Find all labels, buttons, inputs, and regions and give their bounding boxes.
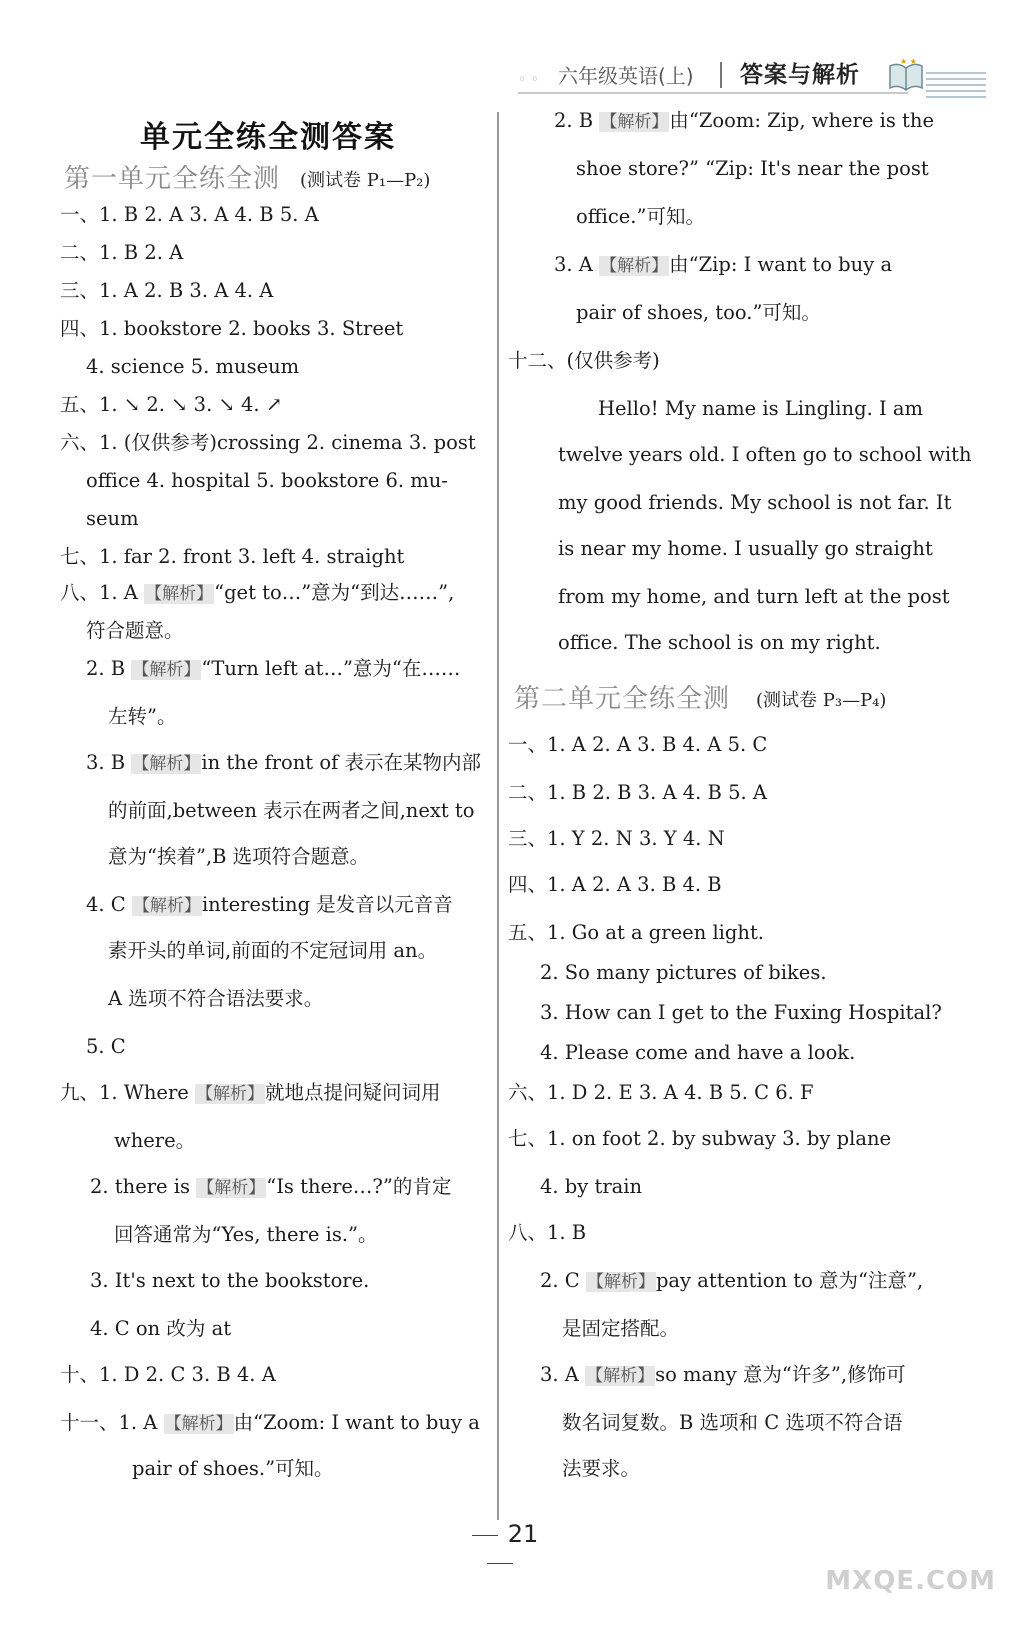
answer-line: 一、1. A 2. A 3. B 4. A 5. C: [508, 733, 768, 756]
watermark-text: MXQE.COM: [825, 1566, 996, 1596]
analysis-tag: 【解析】: [600, 112, 669, 132]
analysis-tag: 【解析】: [132, 660, 201, 680]
book-icon: [886, 56, 926, 92]
explanation-line: where。: [114, 1129, 196, 1152]
explanation-line: 3. A 【解析】由“Zip: I want to buy a: [554, 253, 893, 276]
analysis-tag: 【解析】: [197, 1178, 266, 1198]
answer-line: 4. science 5. museum: [86, 355, 300, 378]
unit2-note: (测试卷 P₃—P₄): [756, 690, 887, 711]
page-header: [518, 54, 978, 102]
explanation-line: 八、1. A 【解析】“get to…”意为“到达……”,: [60, 581, 455, 604]
answer-line: 七、1. far 2. front 3. left 4. straight: [60, 545, 405, 568]
analysis-tag: 【解析】: [132, 896, 201, 916]
unit2-title: 第二单元全练全测: [514, 684, 731, 714]
explanation-line: 3. It's next to the bookstore.: [90, 1269, 370, 1292]
answer-line: 八、1. B: [508, 1221, 587, 1244]
q12-heading: 十二、(仅供参考): [508, 349, 660, 372]
essay-line: from my home, and turn left at the post: [558, 585, 950, 608]
explanation-line: 素开头的单词,前面的不定冠词用 an。: [108, 939, 438, 962]
answer-line: 一、1. B 2. A 3. A 4. B 5. A: [60, 203, 319, 226]
svg-text:★ ★: ★ ★: [900, 57, 917, 66]
answer-line: 4. Please come and have a look.: [540, 1041, 856, 1064]
explanation-line: 符合题意。: [86, 619, 184, 642]
explanation-line: 4. C on 改为 at: [90, 1317, 232, 1340]
explanation-line: 2. B 【解析】由“Zoom: Zip, where is the: [554, 109, 934, 132]
answer-line: 二、1. B 2. A: [60, 241, 184, 264]
explanation-line: 九、1. Where 【解析】就地点提问疑问词用: [60, 1081, 441, 1104]
explanation-line: 数名词复数。B 选项和 C 选项不符合语: [562, 1411, 903, 1434]
answer-line: 3. How can I get to the Fuxing Hospital?: [540, 1001, 942, 1024]
analysis-tag: 【解析】: [132, 754, 201, 774]
explanation-line: 回答通常为“Yes, there is.”。: [114, 1223, 378, 1246]
essay-line: Hello! My name is Lingling. I am: [598, 397, 923, 420]
analysis-tag: 【解析】: [586, 1272, 655, 1292]
explanation-line: 2. there is 【解析】“Is there…?”的肯定: [90, 1175, 452, 1198]
explanation-line: 5. C: [86, 1035, 126, 1058]
analysis-tag: 【解析】: [164, 1414, 233, 1434]
essay-line: twelve years old. I often go to school with: [558, 443, 972, 466]
answer-line: 三、1. A 2. B 3. A 4. A: [60, 279, 274, 302]
explanation-line: 是固定搭配。: [562, 1317, 680, 1340]
explanation-line: A 选项不符合语法要求。: [108, 987, 324, 1010]
answer-line: 六、1. (仅供参考)crossing 2. cinema 3. post: [60, 431, 476, 454]
answer-line: 二、1. B 2. B 3. A 4. B 5. A: [508, 781, 767, 804]
essay-line: my good friends. My school is not far. It: [558, 491, 952, 514]
answer-line: 4. by train: [540, 1175, 643, 1198]
explanation-line: 3. A 【解析】so many 意为“许多”,修饰可: [540, 1363, 906, 1386]
explanation-line: 2. C 【解析】pay attention to 意为“注意”,: [540, 1269, 924, 1292]
explanation-line: 2. B 【解析】“Turn left at…”意为“在……: [86, 657, 461, 680]
explanation-line: office.”可知。: [576, 205, 705, 228]
explanation-line: 4. C 【解析】interesting 是发音以元音音: [86, 893, 453, 916]
explanation-line: 十一、1. A 【解析】由“Zoom: I want to buy a: [60, 1411, 480, 1434]
answer-line: 六、1. D 2. E 3. A 4. B 5. C 6. F: [508, 1081, 814, 1104]
analysis-tag: 【解析】: [145, 584, 214, 604]
answer-line: office 4. hospital 5. bookstore 6. mu-: [86, 469, 448, 492]
explanation-line: pair of shoes, too.”可知。: [576, 301, 821, 324]
header-rule: [518, 92, 908, 94]
explanation-line: shoe store?” “Zip: It's near the post: [576, 157, 929, 180]
analysis-tag: 【解析】: [586, 1366, 655, 1386]
unit1-title: 第一单元全练全测: [64, 164, 281, 194]
page-title: 单元全练全测答案: [140, 120, 396, 155]
header-separator: [720, 62, 722, 88]
answer-line: 五、1. ↘ 2. ↘ 3. ↘ 4. ↗: [60, 393, 283, 416]
answer-line: 三、1. Y 2. N 3. Y 4. N: [508, 827, 725, 850]
answer-line: 四、1. bookstore 2. books 3. Street: [60, 317, 404, 340]
unit1-note: (测试卷 P₁—P₂): [300, 170, 431, 191]
answer-line: seum: [86, 507, 139, 530]
analysis-tag: 【解析】: [196, 1084, 265, 1104]
explanation-line: 左转”。: [108, 705, 177, 728]
page-number: 21: [440, 1520, 560, 1576]
answer-line: 十、1. D 2. C 3. B 4. A: [60, 1363, 276, 1386]
answer-line: 七、1. on foot 2. by subway 3. by plane: [508, 1127, 892, 1150]
essay-line: is near my home. I usually go straight: [558, 537, 933, 560]
explanation-line: pair of shoes.”可知。: [132, 1457, 334, 1480]
analysis-tag: 【解析】: [600, 256, 669, 276]
explanation-line: 3. B 【解析】in the front of 表示在某物内部: [86, 751, 481, 774]
header-stripes: [926, 72, 986, 102]
answer-line: 2. So many pictures of bikes.: [540, 961, 827, 984]
explanation-line: 的前面,between 表示在两者之间,next to: [108, 799, 475, 822]
answer-line: 五、1. Go at a green light.: [508, 921, 764, 944]
header-dots-decoration: ◦ ◦: [518, 72, 539, 88]
answer-line: 四、1. A 2. A 3. B 4. B: [508, 873, 722, 896]
explanation-line: 法要求。: [562, 1457, 641, 1480]
explanation-line: 意为“挨着”,B 选项符合题意。: [108, 845, 370, 868]
column-divider: [497, 112, 499, 1520]
header-grade: 六年级英语(上): [558, 64, 694, 88]
header-title: 答案与解析: [740, 62, 860, 88]
essay-line: office. The school is on my right.: [558, 631, 881, 654]
